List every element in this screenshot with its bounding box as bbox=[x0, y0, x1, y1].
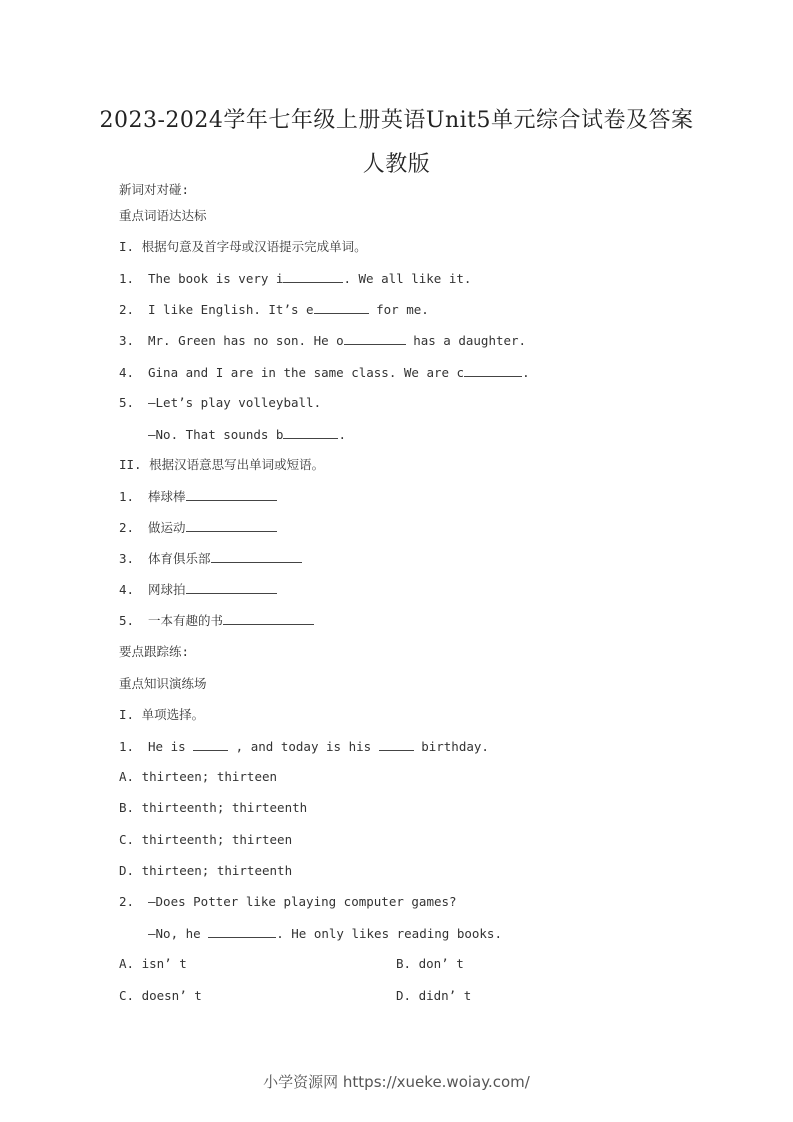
mc-option-d[interactable]: D. thirteen; thirteenth bbox=[119, 863, 293, 878]
mc2-option-c[interactable]: C. doesn’ t bbox=[119, 988, 202, 1003]
mc-option-a[interactable]: A. thirteen; thirteen bbox=[119, 769, 278, 784]
fill-blank-item-5 bbox=[119, 395, 321, 411]
fill-blank-item-5-response bbox=[119, 426, 346, 443]
answer-blank[interactable] bbox=[283, 270, 343, 283]
mc-option-b[interactable]: B. thirteenth; thirteenth bbox=[119, 800, 308, 815]
translate-item-3 bbox=[119, 550, 302, 567]
question-number: 2. bbox=[119, 894, 135, 909]
document-title-line2: 人教版 bbox=[362, 152, 431, 177]
item-number: 5. bbox=[119, 613, 135, 628]
answer-blank[interactable] bbox=[283, 426, 338, 439]
item-text-before: Mr. Green has no son. He o bbox=[148, 333, 344, 348]
item-number: 3. bbox=[119, 333, 135, 348]
question-number: 1. bbox=[119, 739, 135, 754]
item-text-after: has a daughter. bbox=[405, 333, 527, 348]
mc-option-c[interactable]: C. thirteenth; thirteen bbox=[119, 832, 293, 847]
answer-blank[interactable] bbox=[344, 332, 406, 345]
item-text-before: I like English. It’s e bbox=[148, 302, 314, 317]
answer-blank[interactable] bbox=[193, 738, 228, 751]
section-subheading-vocabulary: 重点词语达达标 bbox=[119, 208, 207, 223]
document-title-line1: 2023-2024学年七年级上册英语Unit5单元综合试卷及答案 bbox=[99, 108, 694, 133]
answer-blank[interactable] bbox=[208, 925, 276, 938]
answer-blank[interactable] bbox=[211, 550, 302, 563]
mc-question-1: 1. He is , and today is his birthday. bbox=[119, 739, 489, 754]
item-text-after: . bbox=[338, 427, 346, 442]
item-text: 棒球棒 bbox=[148, 489, 186, 504]
item-number: 2. bbox=[119, 302, 135, 317]
mc2-option-a[interactable]: A. isn’ t bbox=[119, 956, 187, 971]
item-number: 4. bbox=[119, 365, 135, 380]
item-text: 体育俱乐部 bbox=[148, 551, 211, 566]
translate-item-5 bbox=[119, 612, 314, 629]
translate-item-2 bbox=[119, 519, 277, 536]
fill-blank-item-3 bbox=[119, 332, 526, 349]
footer-watermark: 小学资源网 https://xueke.woiay.com/ bbox=[263, 1073, 530, 1091]
fill-blank-item-2 bbox=[119, 301, 429, 318]
answer-blank[interactable] bbox=[464, 364, 522, 377]
answer-blank[interactable] bbox=[186, 519, 277, 532]
answer-blank[interactable] bbox=[314, 301, 369, 314]
item-text-after: . bbox=[522, 365, 530, 380]
section-subheading-practice: 重点知识演练场 bbox=[119, 676, 207, 691]
item-number: 2. bbox=[119, 520, 135, 535]
answer-blank[interactable] bbox=[186, 488, 277, 501]
item-number: 3. bbox=[119, 551, 135, 566]
answer-blank[interactable] bbox=[223, 612, 314, 625]
item-number: 1. bbox=[119, 271, 135, 286]
answer-blank[interactable] bbox=[186, 581, 277, 594]
item-text-before: The book is very i bbox=[148, 271, 284, 286]
mc2-option-b[interactable]: B. don’ t bbox=[396, 956, 464, 971]
mc-part-heading: I. 单项选择。 bbox=[119, 707, 205, 722]
item-text: 网球拍 bbox=[148, 582, 186, 597]
mc-question-2-response: —No, he . He only likes reading books. bbox=[148, 926, 502, 941]
item-number: 4. bbox=[119, 582, 135, 597]
answer-blank[interactable] bbox=[379, 738, 414, 751]
item-number: 1. bbox=[119, 489, 135, 504]
fill-blank-item-1 bbox=[119, 270, 471, 287]
item-text-before: Gina and I are in the same class. We are c bbox=[148, 365, 465, 380]
item-text-before: —No. That sounds b bbox=[148, 427, 284, 442]
item-text: 做运动 bbox=[148, 520, 186, 535]
item-text-after: for me. bbox=[368, 302, 429, 317]
part1-heading: I. 根据句意及首字母或汉语提示完成单词。 bbox=[119, 239, 367, 254]
item-text: 一本有趣的书 bbox=[148, 613, 224, 628]
part2-heading: II. 根据汉语意思写出单词或短语。 bbox=[119, 457, 325, 472]
item-text-before: —Let’s play volleyball. bbox=[148, 395, 322, 410]
section-heading-key-points: 要点跟踪练: bbox=[119, 644, 190, 659]
item-number: 5. bbox=[119, 395, 135, 410]
translate-item-1 bbox=[119, 488, 277, 505]
mc2-option-d[interactable]: D. didn’ t bbox=[396, 988, 472, 1003]
fill-blank-item-4 bbox=[119, 364, 530, 381]
section-heading-new-words: 新词对对碰: bbox=[119, 182, 190, 197]
mc-question-2: 2. —Does Potter like playing computer games? bbox=[119, 894, 457, 909]
item-text-after: . We all like it. bbox=[343, 271, 472, 286]
translate-item-4 bbox=[119, 581, 277, 598]
